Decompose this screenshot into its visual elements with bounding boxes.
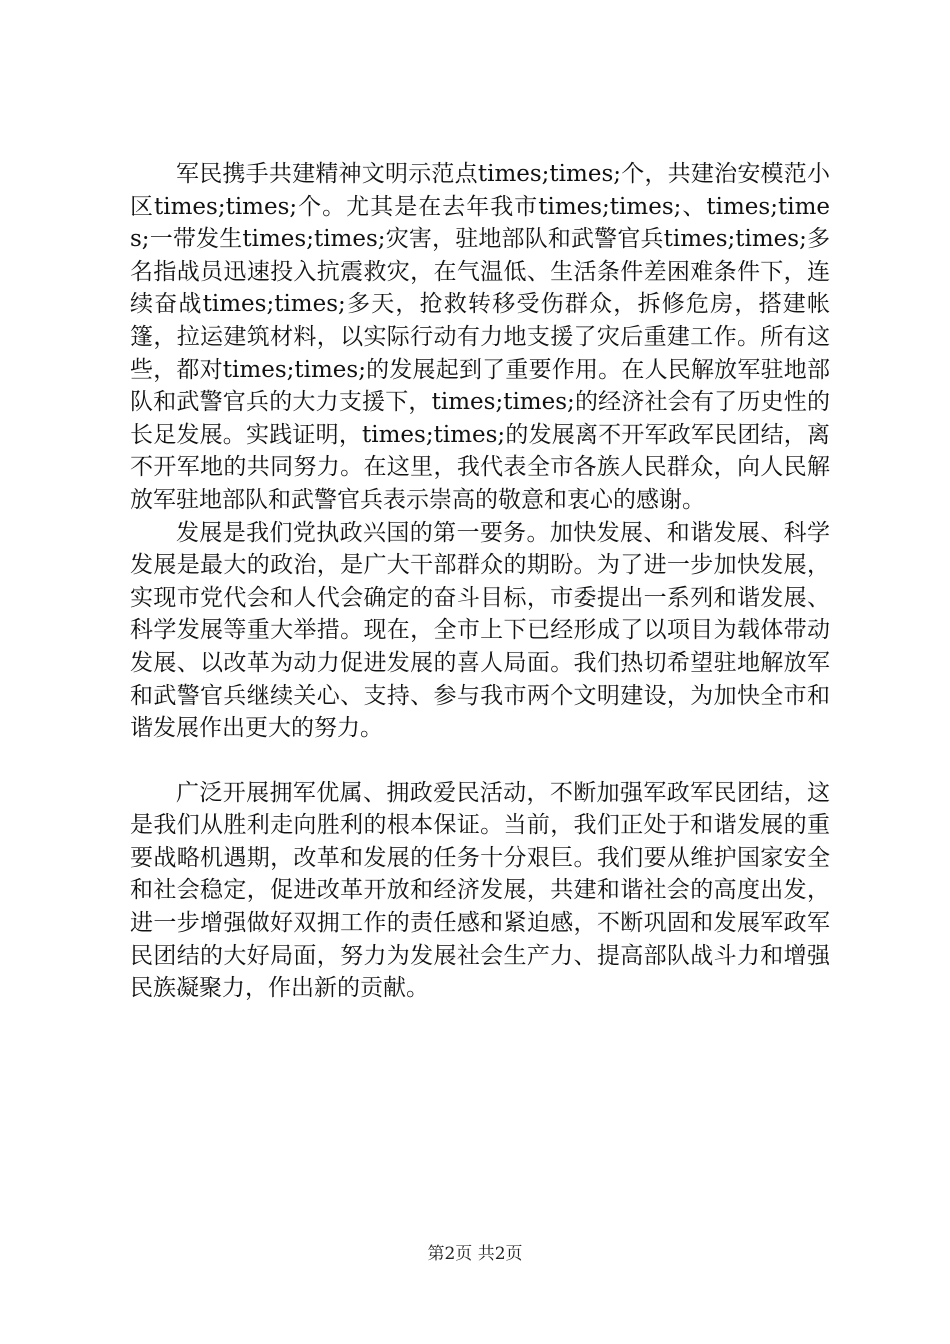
paragraph-1: 军民携手共建精神文明示范点times;times;个，共建治安模范小区times;times;个。尤其是在去年我市times;times;、times;times;一带发生times;times;灾害，驻地部队和武警官兵times;times;多名指战员迅速投入抗震救灾，在气温低、生活条件差困难条件下，连续奋战times;times;多天，抢救转移受伤群众，拆修危房，搭建帐篷，拉运建筑材料，以实际行动有力地支援了灾后重建工作。所有这些，都对times;times;的发展起到了重要作用。在人民解放军驻地部队和武警官兵的大力支援下，times;times;的经济社会有了历史性的长足发展。实践证明，times;times;的发展离不开军政军民团结，离不开军地的共同努力。在这里，我代表全市各族人民群众，向人民解放军驻地部队和武警官兵表示崇高的敬意和衷心的感谢。 bbox=[130, 161, 830, 513]
page-footer: 第2页 共2页 bbox=[427, 1244, 523, 1264]
paragraph-3: 广泛开展拥军优属、拥政爱民活动，不断加强军政军民团结，这是我们从胜利走向胜利的根本保证。当前，我们正处于和谐发展的重要战略机遇期，改革和发展的任务十分艰巨。我们要从维护国家安全和社会稳定，促进改革开放和经济发展，共建和谐社会的高度出发，进一步增强做好双拥工作的责任感和紧迫感，不断巩固和发展军政军民团结的大好局面，努力为发展社会生产力、提高部队战斗力和增强民族凝聚力，作出新的贡献。 bbox=[130, 779, 830, 1002]
document-body bbox=[130, 158, 830, 1005]
paragraph-spacer bbox=[130, 745, 830, 777]
paragraph-2: 发展是我们党执政兴国的第一要务。加快发展、和谐发展、科学发展是最大的政治，是广大干部群众的期盼。为了进一步加快发展，实现市党代会和人代会确定的奋斗目标，市委提出一系列和谐发展、科学发展等重大举措。现在，全市上下已经形成了以项目为载体带动发展、以改革为动力促进发展的喜人局面。我们热切希望驻地解放军和武警官兵继续关心、支持、参与我市两个文明建设，为加快全市和谐发展作出更大的努力。 bbox=[130, 519, 830, 742]
